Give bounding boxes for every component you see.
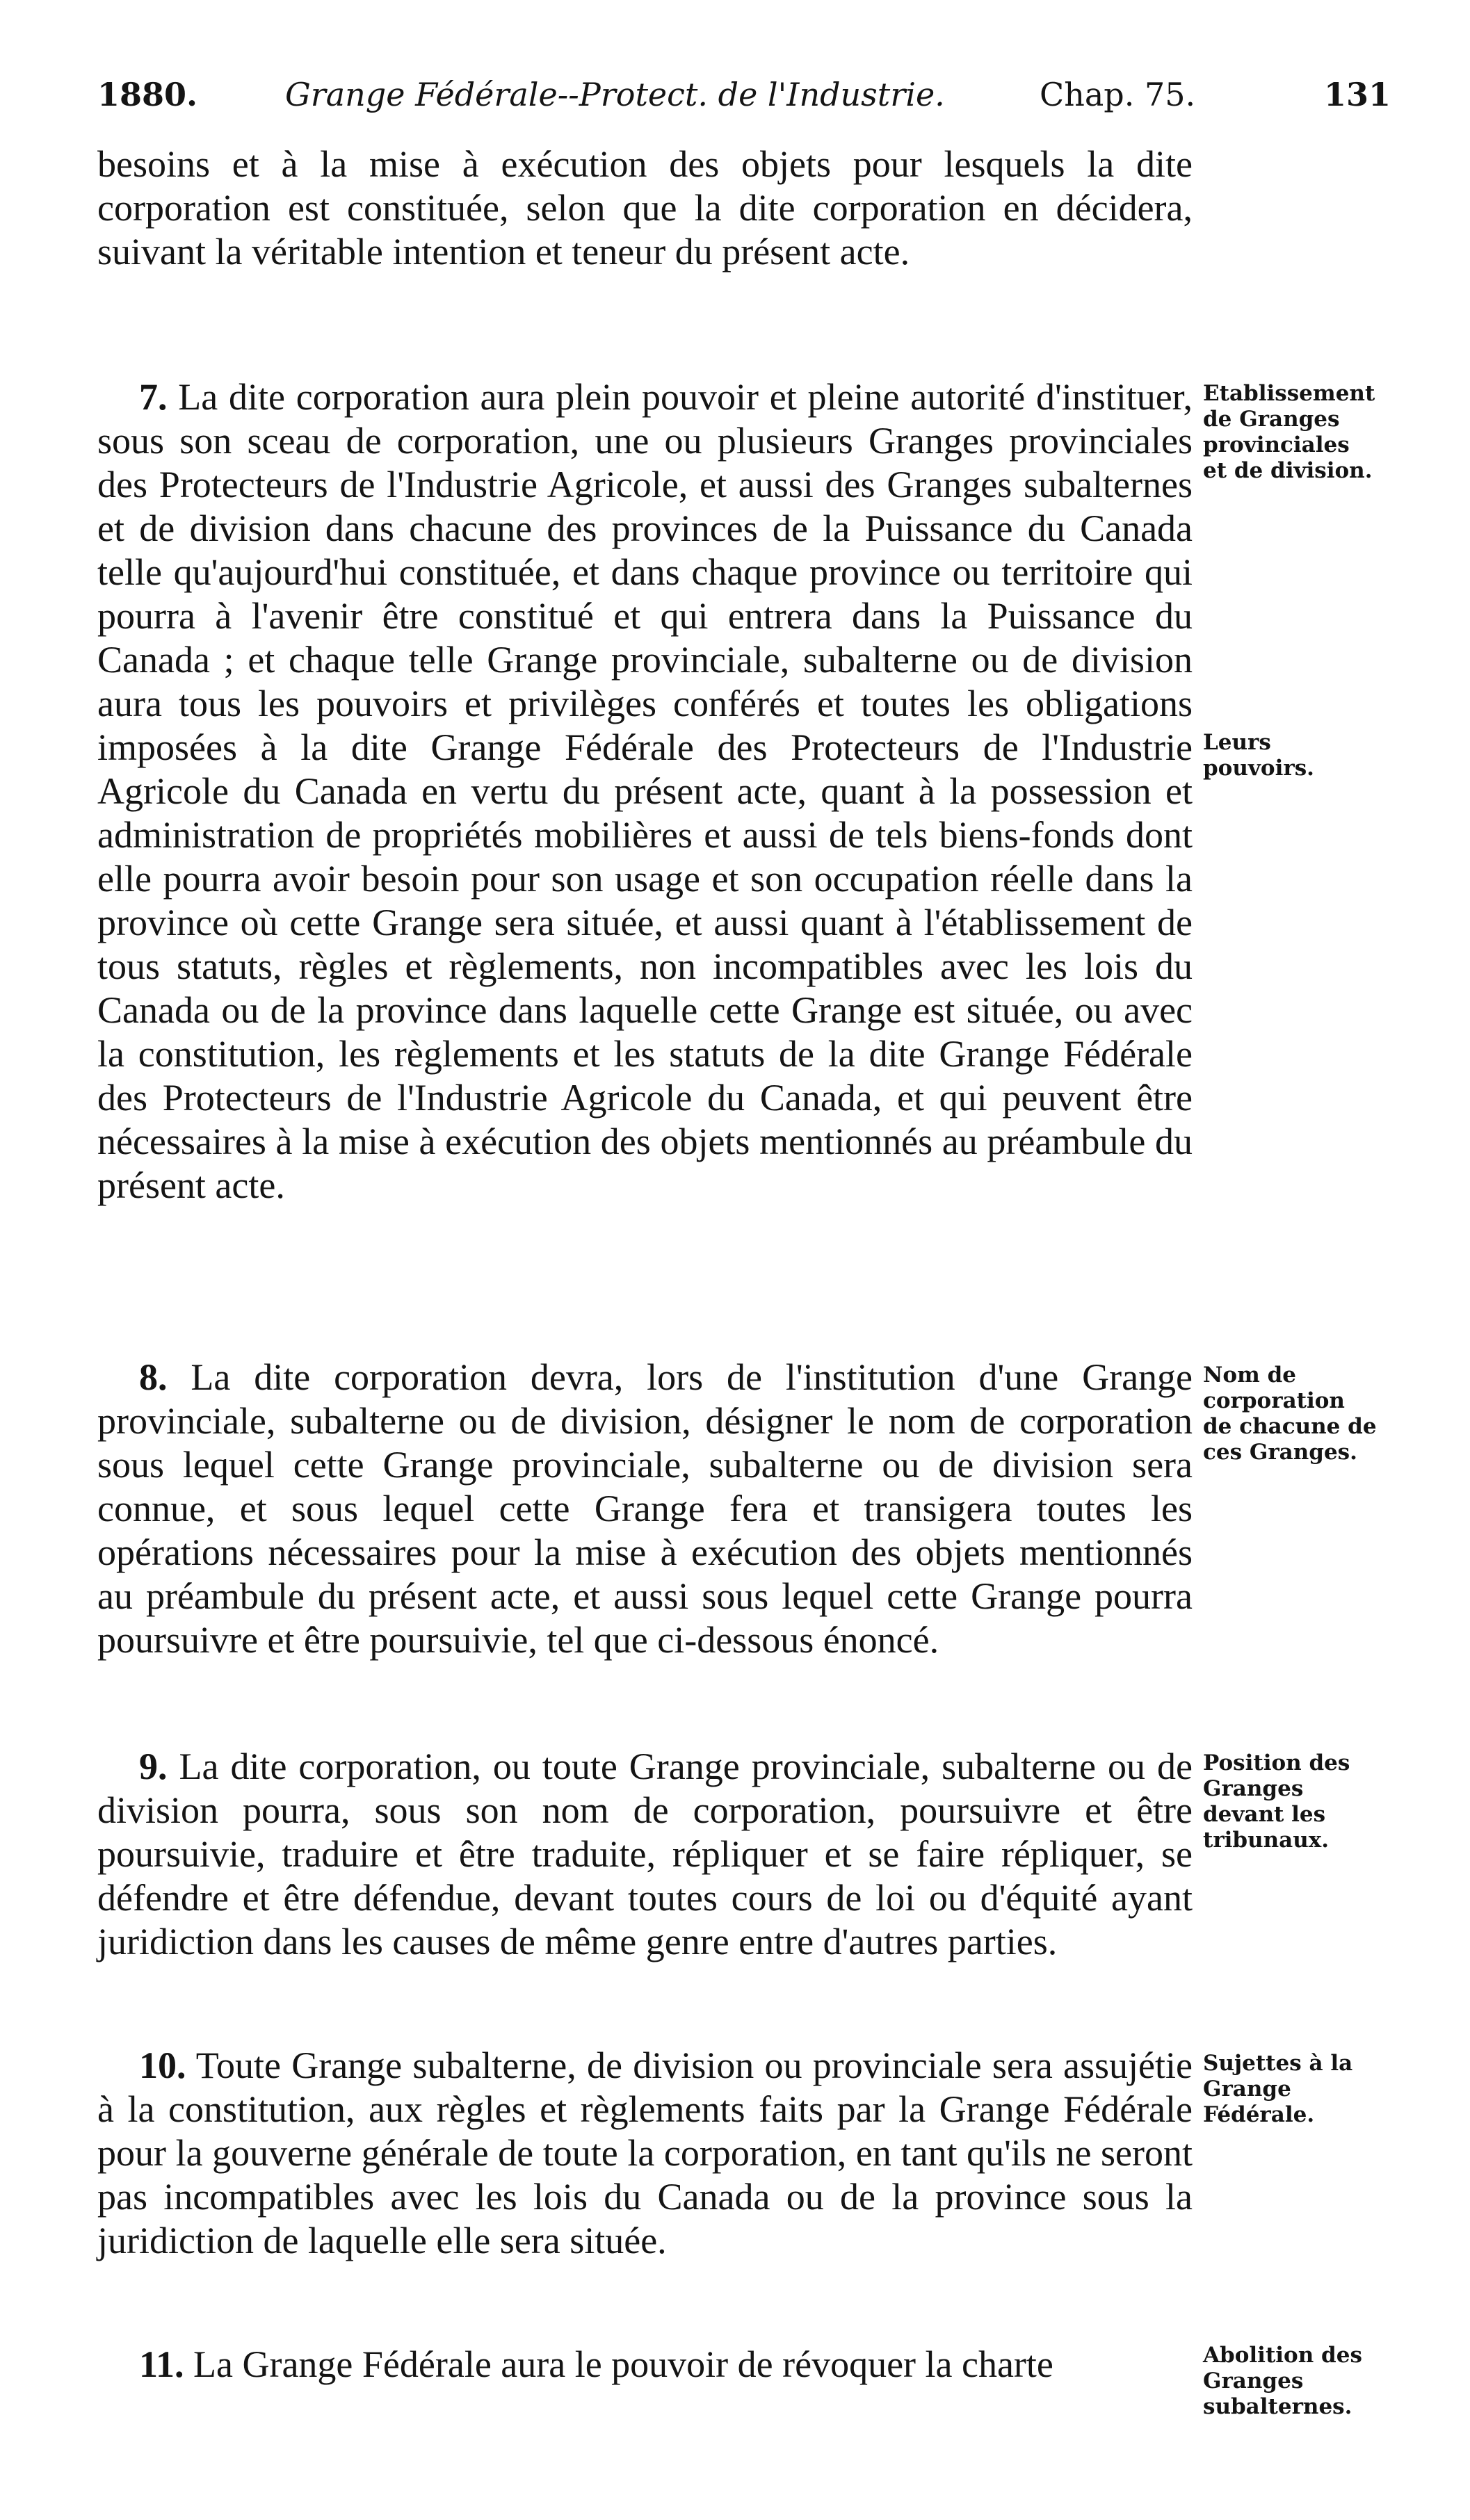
section-text: La Grange Fédérale aura le pouvoir de révoquer la charte (193, 2343, 1053, 2385)
section-11 (97, 2343, 1193, 2387)
section-text: La dite corporation, ou toute Grange provinciale, subalterne ou de division pourra, sous son nom de corporation, poursuivre et être poursuivie, traduire et être traduite, répliquer et se faire répliquer, se défendre et être défendue, devant toutes cours de loi ou d'équité ayant juridiction dans les causes de même genre entre d'autres parties. (97, 1746, 1193, 1962)
header-chapter: Chap. 75. (1040, 76, 1196, 113)
section-number: 8. (139, 1356, 168, 1398)
section-number: 9. (139, 1746, 168, 1787)
section-7 (97, 375, 1193, 1208)
margin-note-establishment: Etablissement de Granges provinciales et de division. (1203, 381, 1375, 483)
section-8 (97, 1356, 1193, 1662)
margin-note-corporate-name: Nom de corporation de chacune de ces Granges. (1203, 1363, 1377, 1465)
margin-note-abolition: Abolition des Granges subalternes. (1203, 2343, 1362, 2419)
margin-note-courts: Position des Granges devant les tribunaux. (1203, 1750, 1350, 1853)
section-text: La dite corporation devra, lors de l'institution d'une Grange provinciale, subalterne ou de division, désigner le nom de corporation sous lequel cette Grange provinciale, subalterne ou de division sera connue, et sous lequel cette Grange fera et transigera toutes les opérations nécessaires pour la mise à exécution des objets mentionnés au préambule du présent acte, et aussi sous lequel cette Grange pourra poursuivre et être poursuivie, tel que ci-dessous énoncé. (97, 1356, 1193, 1661)
section-text: La dite corporation aura plein pouvoir et pleine autorité d'instituer, sous son sceau de corporation, une ou plusieurs Granges provinciales des Protecteurs de l'Industrie Agricole, et aussi des Granges subalternes et de division dans chacune des provinces de la Puissance du Canada telle qu'aujourd'hui constituée, et dans chaque province ou territoire qui pourra à l'avenir être constitué et qui entrera dans la Puissance du Canada ; et chaque telle Grange provinciale, subalterne ou de division aura tous les pouvoirs et privilèges conférés et toutes les obligations imposées à la dite Grange Fédérale des Protecteurs de l'Industrie Agricole du Canada en vertu du présent acte, quant à la possession et administration de propriétés mobilières et aussi de tels biens-fonds dont elle pourra avoir besoin pour son usage et son occupation réelle dans la province où cette Grange sera située, et aussi quant à l'établissement de tous statuts, règles et règlements, non incompatibles avec les lois du Canada ou de la province dans laquelle cette Grange est située, ou avec la constitution, les règlements et les statuts de la dite Grange Fédérale des Protecteurs de l'Industrie Agricole du Canada, et qui peuvent être nécessaires à la mise à exécution des objets mentionnés au préambule du présent acte. (97, 376, 1193, 1206)
margin-note-powers: Leurs pouvoirs. (1203, 730, 1314, 781)
margin-note-subject: Sujettes à la Grange Fédérale. (1203, 2051, 1353, 2127)
section-number: 10. (139, 2045, 186, 2086)
paragraph-intro (97, 143, 1193, 274)
header-year: 1880. (97, 76, 198, 113)
running-header (97, 70, 1391, 120)
section-number: 7. (139, 376, 168, 418)
section-text: Toute Grange subalterne, de division ou provinciale sera assujétie à la constitution, aux règles et règlements faits par la Grange Fédérale pour la gouverne générale de toute la corporation, en tant qu'ils ne seront pas incompatibles avec les lois du Canada ou de la province sous la juridiction de laquelle elle sera située. (97, 2045, 1193, 2261)
header-title: Grange Fédérale--Protect. de l'Industrie. (285, 76, 945, 113)
section-10 (97, 2044, 1193, 2263)
paragraph-text: besoins et à la mise à exécution des objets pour lesquels la dite corporation est constituée, selon que la dite corporation en décidera, suivant la véritable intention et teneur du présent acte. (97, 143, 1193, 273)
section-number: 11. (139, 2343, 184, 2385)
section-9 (97, 1745, 1193, 1964)
page-number: 131 (1323, 76, 1391, 113)
